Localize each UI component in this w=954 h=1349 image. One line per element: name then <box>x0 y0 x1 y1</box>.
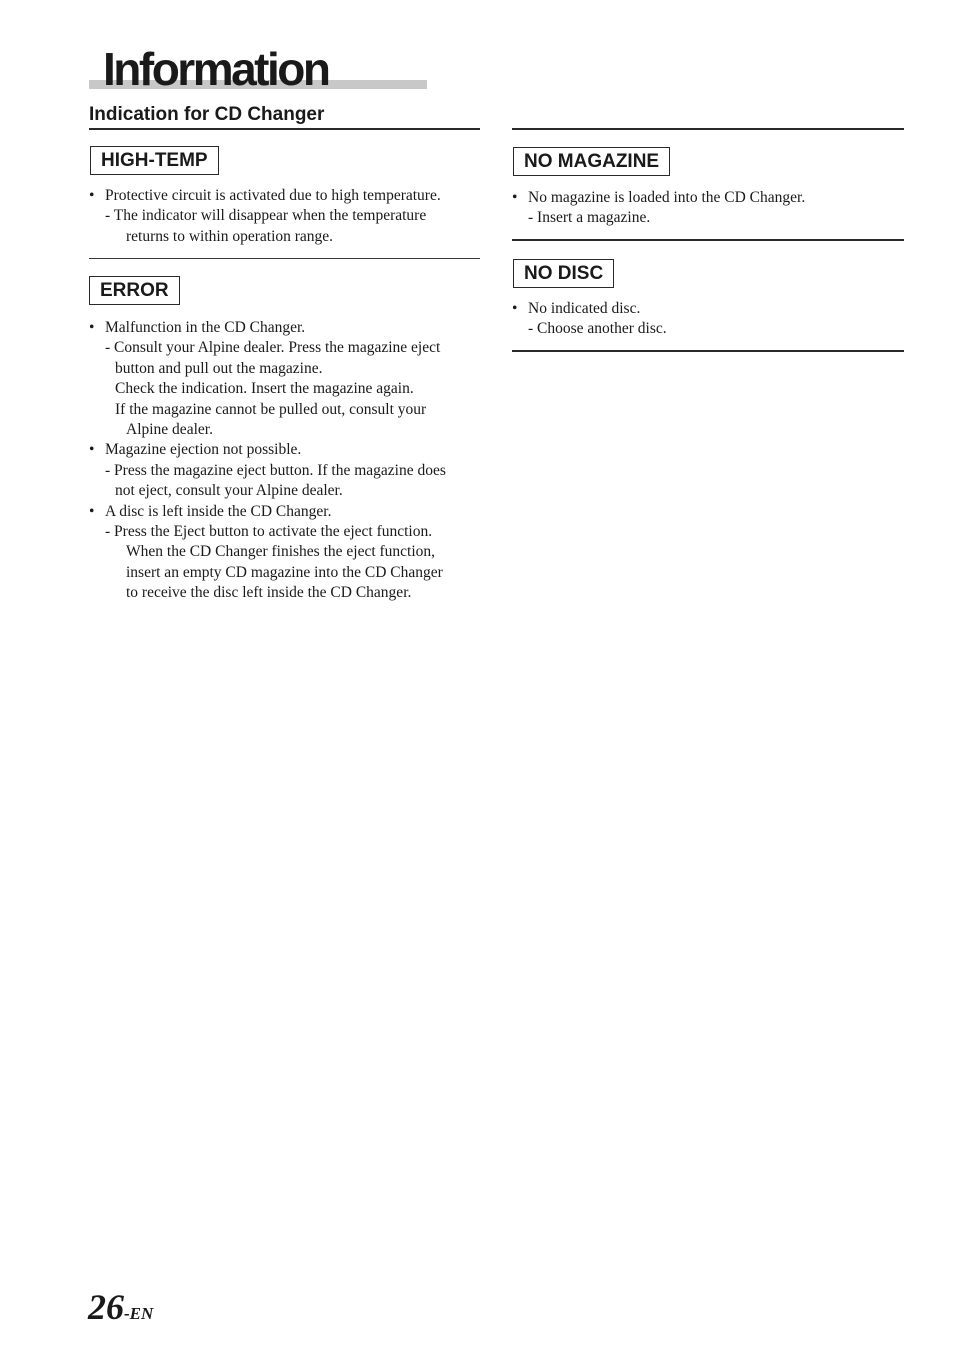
high-temp-bullet-item <box>89 186 480 206</box>
title-area <box>89 43 429 95</box>
left-column-top-rule <box>89 128 480 130</box>
no-disc-remedy: - Choose another disc. <box>528 320 667 338</box>
error-remedy-1-line-1: - Consult your Alpine dealer. Press the magazine eject <box>105 339 441 357</box>
error-remedy-2-line-2: not eject, consult your Alpine dealer. <box>115 482 343 500</box>
page-title: Information <box>103 43 329 95</box>
high-temp-cause: Protective circuit is activated due to high temperature. <box>105 187 441 204</box>
no-disc-bullet-item <box>512 299 904 319</box>
error-bullet-1 <box>89 318 480 338</box>
high-temp-description <box>89 186 480 247</box>
high-temp-bottom-rule <box>89 258 480 259</box>
page-number-suffix: -EN <box>124 1304 154 1323</box>
error-cause-3: A disc is left inside the CD Changer. <box>105 502 332 520</box>
bullet-icon: • <box>512 189 518 206</box>
error-bullet-2 <box>89 440 480 460</box>
page-number <box>88 1287 153 1335</box>
no-magazine-label: NO MAGAZINE <box>513 147 670 176</box>
error-remedy-3-line-1: - Press the Eject button to activate the eject function. <box>105 523 433 541</box>
no-disc-cause: No indicated disc. <box>528 300 641 317</box>
error-label: ERROR <box>89 276 180 305</box>
error-remedy-3-line-3: insert an empty CD magazine into the CD Changer <box>126 563 443 581</box>
no-magazine-bottom-rule <box>512 239 904 241</box>
bullet-icon: • <box>89 187 95 204</box>
high-temp-label: HIGH-TEMP <box>90 146 219 175</box>
high-temp-remedy: - The indicator will disappear when the temperature <box>105 207 427 225</box>
right-column-top-rule <box>512 128 904 130</box>
no-disc-bottom-rule <box>512 350 904 352</box>
error-bullet-3 <box>89 502 480 522</box>
no-disc-description <box>512 299 904 340</box>
error-remedy-1-line-3: Check the indication. Insert the magazine again. <box>115 380 414 398</box>
no-disc-label: NO DISC <box>513 259 614 288</box>
no-magazine-description <box>512 188 904 229</box>
error-remedy-2-line-1: - Press the magazine eject button. If the magazine does <box>105 461 446 479</box>
no-magazine-cause: No magazine is loaded into the CD Changer. <box>528 189 806 206</box>
bullet-icon: • <box>89 441 95 459</box>
section-heading: Indication for CD Changer <box>89 104 325 125</box>
bullet-icon: • <box>89 319 95 336</box>
error-cause-2: Magazine ejection not possible. <box>105 441 302 459</box>
no-magazine-bullet-item <box>512 188 904 208</box>
page-number-value: 26 <box>88 1287 124 1327</box>
bullet-icon: • <box>89 502 95 520</box>
error-cause-1: Malfunction in the CD Changer. <box>105 319 306 336</box>
error-remedy-1-line-5: Alpine dealer. <box>126 421 213 439</box>
error-remedy-1-line-2: button and pull out the magazine. <box>115 359 323 377</box>
error-description <box>89 318 480 604</box>
no-magazine-remedy: - Insert a magazine. <box>528 209 651 227</box>
error-remedy-3-line-2: When the CD Changer finishes the eject function, <box>126 543 436 561</box>
error-remedy-1-line-4: If the magazine cannot be pulled out, consult your <box>115 400 427 418</box>
error-remedy-3-line-4: to receive the disc left inside the CD Changer. <box>126 584 412 602</box>
bullet-icon: • <box>512 300 518 317</box>
high-temp-remedy-continued: returns to within operation range. <box>126 227 334 245</box>
